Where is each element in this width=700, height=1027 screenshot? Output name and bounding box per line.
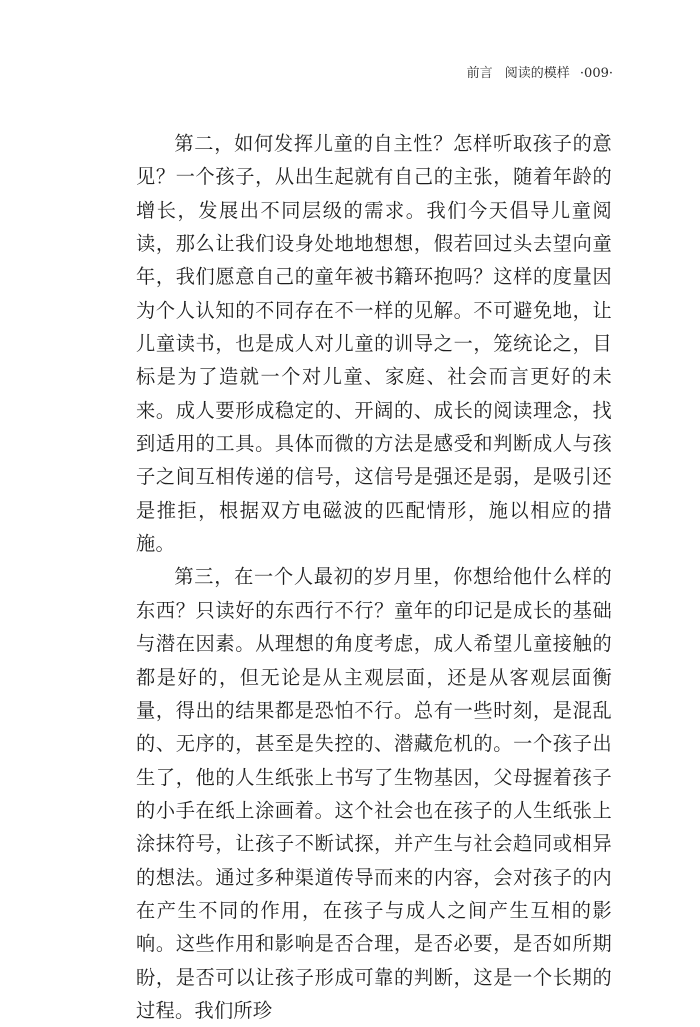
body-text bbox=[136, 127, 612, 1027]
paragraph: 第二，如何发挥儿童的自主性？怎样听取孩子的意见？一个孩子，从出生起就有自己的主张，随着年龄的增长，发展出不同层级的需求。我们今天倡导儿童阅读，那么让我们设身处地地想想，假若回过头去望向童年，我们愿意自己的童年被书籍环抱吗？这样的度量因为个人认知的不同存在不一样的见解。不可避免地，让儿童读书，也是成人对儿童的训导之一，笼统论之，目标是为了造就一个对儿童、家庭、社会而言更好的未来。成人要形成稳定的、开阔的、成长的阅读理念，找到适用的工具。具体而微的方法是感受和判断成人与孩子之间互相传递的信号，这信号是强还是弱，是吸引还是推拒，根据双方电磁波的匹配情形，施以相应的措施。 bbox=[136, 132, 612, 556]
paragraph: 第三，在一个人最初的岁月里，你想给他什么样的东西？只读好的东西行不行？童年的印记是成长的基础与潜在因素。从理想的角度考虑，成人希望儿童接触的都是好的，但无论是从主观层面，还是从客观层面衡量，得出的结果都是恐怕不行。总有一些时刻，是混乱的、无序的，甚至是失控的、潜藏危机的。一个孩子出生了，他的人生纸张上书写了生物基因，父母握着孩子的小手在纸上涂画着。这个社会也在孩子的人生纸张上涂抹符号，让孩子不断试探，并产生与社会趋同或相异的想法。通过多种渠道传导而来的内容，会对孩子的内在产生不同的作用，在孩子与成人之间产生互相的影响。这些作用和影响是否合理，是否必要，是否如所期盼，是否可以让孩子形成可靠的判断，这是一个长期的过程。我们所珍 bbox=[136, 565, 612, 1022]
running-header bbox=[120, 66, 613, 82]
header-section: 前言 bbox=[466, 66, 493, 81]
header-title: 阅读的模样 bbox=[504, 66, 570, 81]
page-number: ·009· bbox=[579, 66, 613, 81]
